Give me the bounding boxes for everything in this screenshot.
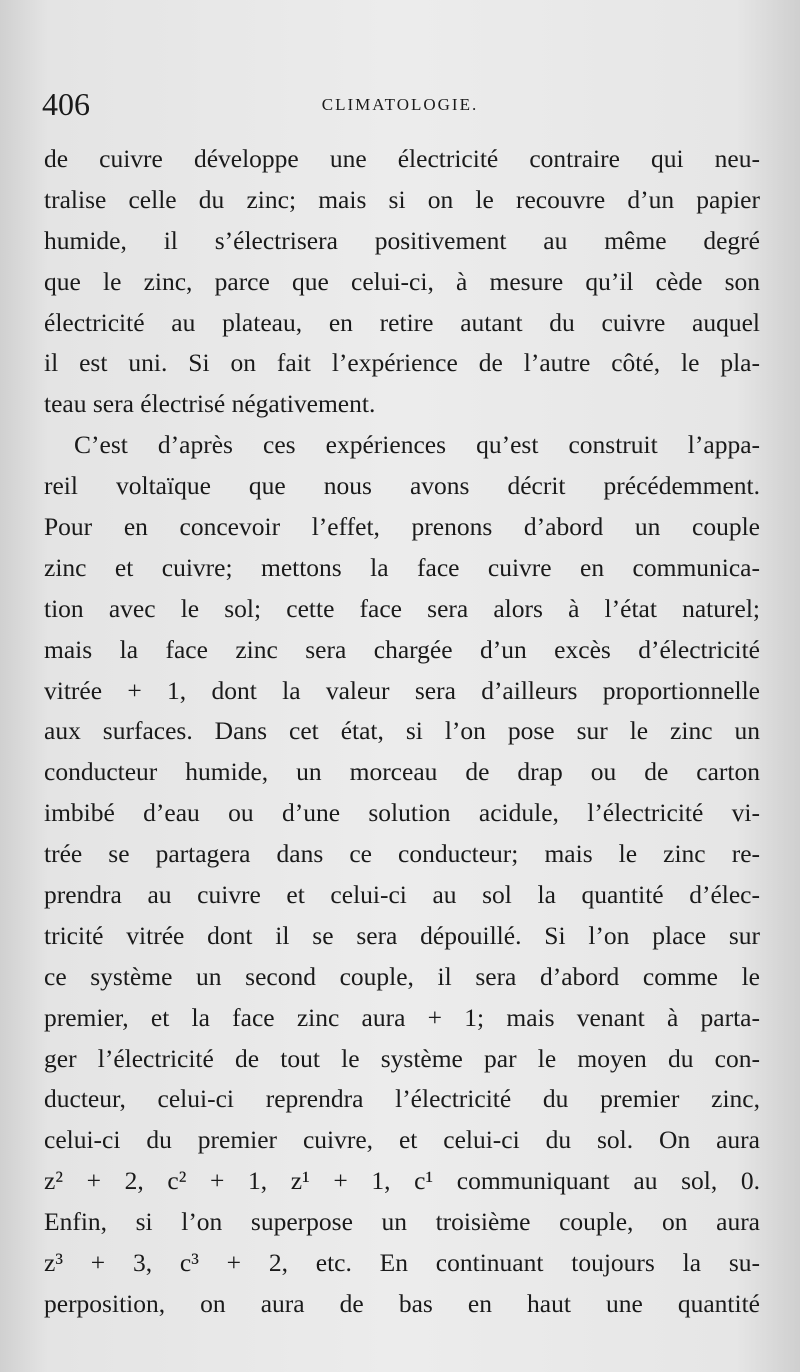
- text-line: z² + 2, c² + 1, z¹ + 1, c¹ communiquant au sol, 0.: [44, 1166, 760, 1196]
- text-line: ger l’électricité de tout le système par le moyen du con-: [44, 1043, 760, 1073]
- text-line: premier, et la face zinc aura + 1; mais venant à parta-: [44, 1002, 760, 1032]
- text-line: Pour en concevoir l’effet, prenons d’abord un couple: [44, 512, 760, 542]
- text-line: teau sera électrisé négativement.: [44, 389, 376, 419]
- text-line: zinc et cuivre; mettons la face cuivre en communica-: [44, 552, 760, 582]
- text-line: mais la face zinc sera chargée d’un excès d’électricité: [44, 634, 760, 664]
- text-line: ce système un second couple, il sera d’abord comme le: [44, 961, 760, 991]
- text-line: reil voltaïque que nous avons décrit précédemment.: [44, 471, 760, 501]
- running-head: CLIMATOLOGIE.: [321, 95, 479, 114]
- text-line: il est uni. Si on fait l’expérience de l’autre côté, le pla-: [44, 348, 760, 378]
- text-line: prendra au cuivre et celui-ci au sol la quantité d’élec-: [44, 880, 760, 910]
- text-line: humide, il s’électrisera positivement au même degré: [44, 225, 760, 255]
- text-line: tralise celle du zinc; mais si on le recouvre d’un papier: [44, 184, 760, 214]
- text-line: tion avec le sol; cette face sera alors à l’état naturel;: [44, 593, 760, 623]
- page-number: 406: [42, 86, 90, 122]
- text-line: ducteur, celui-ci reprendra l’électricité du premier zinc,: [44, 1084, 760, 1114]
- text-line: conducteur humide, un morceau de drap ou de carton: [44, 757, 760, 787]
- body-text: [44, 139, 760, 1325]
- page-header: [42, 84, 758, 124]
- text-line: perposition, on aura de bas en haut une quantité: [44, 1288, 760, 1318]
- text-line: celui-ci du premier cuivre, et celui-ci du sol. On aura: [44, 1125, 760, 1155]
- text-line: z³ + 3, c³ + 2, etc. En continuant toujours la su-: [44, 1248, 760, 1278]
- text-line: imbibé d’eau ou d’une solution acidule, l’électricité vi-: [44, 798, 760, 828]
- text-line: aux surfaces. Dans cet état, si l’on pose sur le zinc un: [44, 716, 760, 746]
- text-line: électricité au plateau, en retire autant du cuivre auquel: [44, 307, 760, 337]
- text-line: C’est d’après ces expériences qu’est construit l’appa-: [74, 430, 760, 460]
- text-line: de cuivre développe une électricité contraire qui neu-: [44, 144, 760, 173]
- text-line: tricité vitrée dont il se sera dépouillé. Si l’on place sur: [44, 920, 760, 950]
- text-line: que le zinc, parce que celui-ci, à mesure qu’il cède son: [44, 266, 760, 296]
- text-line: trée se partagera dans ce conducteur; mais le zinc re-: [44, 839, 760, 869]
- text-line: vitrée + 1, dont la valeur sera d’ailleurs proportionnelle: [44, 675, 760, 705]
- text-line: Enfin, si l’on superpose un troisième couple, on aura: [44, 1207, 760, 1237]
